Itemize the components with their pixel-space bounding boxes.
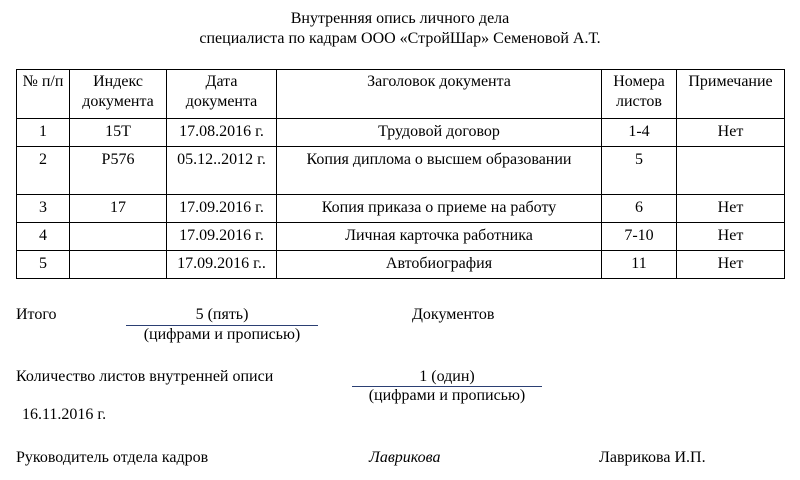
cell-date: 05.12..2012 г. (167, 147, 277, 195)
col-header-title: Заголовок документа (277, 70, 602, 119)
cell-title: Трудовой договор (277, 119, 602, 147)
sheets-value: 1 (один) (419, 368, 475, 385)
cell-pages: 1-4 (602, 119, 677, 147)
cell-note: Нет (677, 251, 785, 279)
cell-note: Нет (677, 195, 785, 223)
cell-num: 2 (17, 147, 70, 195)
cell-date: 17.09.2016 г.. (167, 251, 277, 279)
cell-index (70, 223, 167, 251)
cell-note: Нет (677, 119, 785, 147)
total-value: 5 (пять) (195, 306, 249, 323)
table-row (17, 147, 785, 195)
cell-title: Личная карточка работника (277, 223, 602, 251)
col-header-note: Примечание (677, 70, 785, 119)
cell-pages: 7-10 (602, 223, 677, 251)
cell-pages: 11 (602, 251, 677, 279)
cell-note: Нет (677, 223, 785, 251)
cell-num: 3 (17, 195, 70, 223)
cell-date: 17.09.2016 г. (167, 223, 277, 251)
cell-date: 17.09.2016 г. (167, 195, 277, 223)
signer-name: Лаврикова И.П. (599, 449, 706, 466)
table-row (17, 195, 785, 223)
document-date: 16.11.2016 г. (22, 406, 107, 423)
cell-index: Р576 (70, 147, 167, 195)
cell-note (677, 147, 785, 195)
cell-title: Автобиография (277, 251, 602, 279)
cell-pages: 5 (602, 147, 677, 195)
col-header-index: Индекс документа (70, 70, 167, 119)
table-row (17, 223, 785, 251)
total-label: Итого (16, 306, 57, 323)
cell-index (70, 251, 167, 279)
sheets-hint: (цифрами и прописью) (368, 387, 526, 404)
sheets-label: Количество листов внутренней описи (16, 368, 274, 385)
inventory-table (16, 69, 785, 279)
cell-pages: 6 (602, 195, 677, 223)
cell-title: Копия диплома о высшем образовании (277, 147, 602, 195)
table-row (17, 251, 785, 279)
cell-num: 4 (17, 223, 70, 251)
col-header-date: Дата документа (167, 70, 277, 119)
signer-position: Руководитель отдела кадров (16, 449, 209, 466)
cell-index: 17 (70, 195, 167, 223)
signature: Лаврикова (369, 449, 441, 466)
cell-index: 15Т (70, 119, 167, 147)
document-title-line2: специалиста по кадрам ООО «СтройШар» Семеновой А.Т. (199, 30, 601, 47)
cell-title: Копия приказа о приеме на работу (277, 195, 602, 223)
cell-num: 5 (17, 251, 70, 279)
table-header-row (17, 70, 785, 119)
total-unit: Документов (412, 306, 495, 323)
col-header-num: № п/п (17, 70, 70, 119)
document-title-line1: Внутренняя опись личного дела (290, 10, 510, 27)
cell-num: 1 (17, 119, 70, 147)
table-row (17, 119, 785, 147)
total-hint: (цифрами и прописью) (143, 326, 301, 343)
col-header-pages: Номера листов (602, 70, 677, 119)
cell-date: 17.08.2016 г. (167, 119, 277, 147)
